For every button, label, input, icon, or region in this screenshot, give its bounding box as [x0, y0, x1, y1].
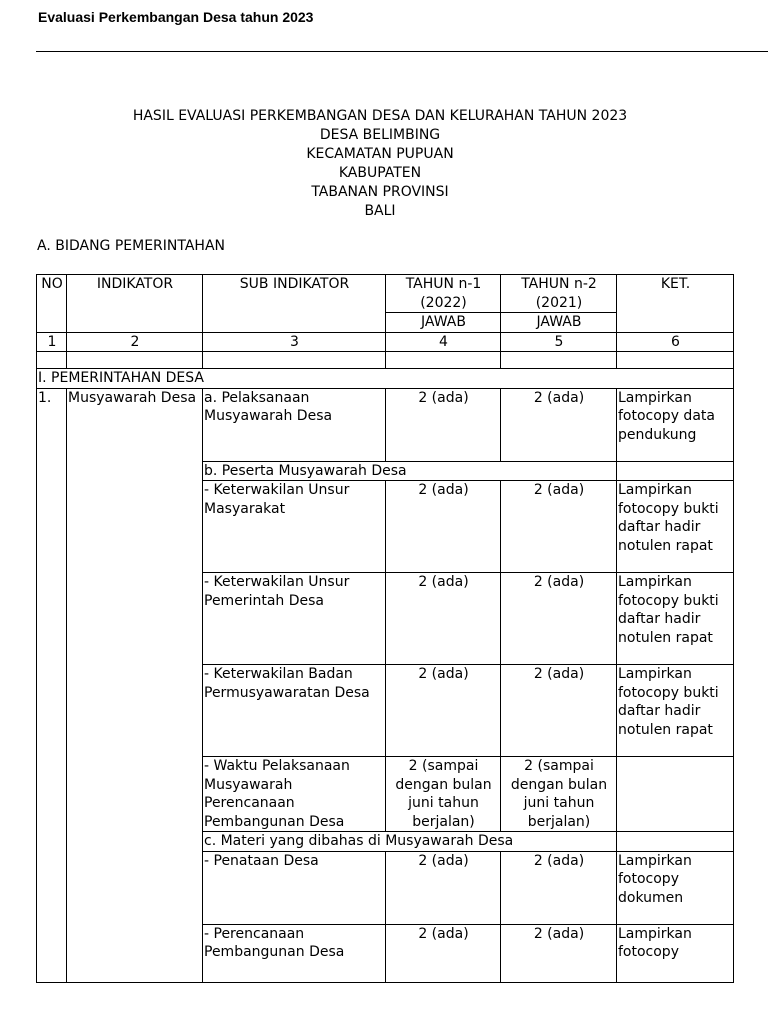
sub-indicator: - Keterwakilan Badan Permusyawaratan Desa — [203, 665, 386, 757]
title-line: DESA BELIMBING — [319, 127, 441, 143]
column-number: 6 — [617, 332, 734, 352]
group-label: I. PEMERINTAHAN DESA — [37, 369, 734, 389]
ket-note: Lampirkan fotocopy bukti daftar hadir notulen rapat — [617, 665, 734, 757]
sub-indicator: - Perencanaan Pembangunan Desa — [203, 924, 386, 982]
header-tahun-n2: TAHUN n-2 (2021) — [501, 275, 617, 313]
title-line: KECAMATAN PUPUAN — [306, 146, 454, 162]
table-row — [37, 388, 734, 461]
evaluation-table — [36, 274, 734, 983]
column-number-row — [37, 332, 734, 352]
sub-indicator: - Keterwakilan Unsur Masyarakat — [203, 481, 386, 573]
column-number: 2 — [67, 332, 203, 352]
column-number: 3 — [203, 332, 386, 352]
header-ket: KET. — [617, 275, 734, 333]
title-line: TABANAN PROVINSI — [311, 184, 449, 200]
page-header: Evaluasi Perkembangan Desa tahun 2023 — [38, 9, 314, 25]
header-sub-indikator: SUB INDIKATOR — [203, 275, 386, 333]
group-row — [37, 369, 734, 389]
indicator-label: Musyawarah Desa — [67, 388, 203, 982]
ket-note: Lampirkan fotocopy data pendukung — [617, 388, 734, 461]
ket-note — [617, 757, 734, 832]
answer-n1: 2 (ada) — [386, 481, 501, 573]
subheading-c: c. Materi yang dibahas di Musyawarah Desa — [203, 832, 617, 852]
answer-n1: 2 (ada) — [386, 924, 501, 982]
title-line: BALI — [364, 203, 396, 219]
header-indikator: INDIKATOR — [67, 275, 203, 333]
header-jawab-n2: JAWAB — [501, 313, 617, 333]
section-heading: A. BIDANG PEMERINTAHAN — [37, 238, 226, 254]
answer-n1: 2 (ada) — [386, 665, 501, 757]
header-rule — [36, 51, 768, 52]
answer-n1: 2 (ada) — [386, 573, 501, 665]
indicator-no: 1. — [37, 388, 67, 982]
header-jawab-n1: JAWAB — [386, 313, 501, 333]
sub-indicator: - Penataan Desa — [203, 851, 386, 924]
answer-n2: 2 (ada) — [501, 665, 617, 757]
header-no: NO — [37, 275, 67, 333]
ket-note: Lampirkan fotocopy — [617, 924, 734, 982]
title-line: KABUPATEN — [338, 165, 422, 181]
ket-note: Lampirkan fotocopy dokumen — [617, 851, 734, 924]
answer-n2: 2 (ada) — [501, 481, 617, 573]
answer-n2: 2 (sampai dengan bulan juni tahun berjalan) — [501, 757, 617, 832]
title-line: HASIL EVALUASI PERKEMBANGAN DESA DAN KELURAHAN TAHUN 2023 — [132, 108, 628, 124]
answer-n1: 2 (ada) — [386, 851, 501, 924]
column-number: 4 — [386, 332, 501, 352]
spacer-row — [37, 352, 734, 369]
sub-indicator: a. Pelaksanaan Musyawarah Desa — [203, 388, 386, 461]
subheading-b: b. Peserta Musyawarah Desa — [203, 461, 617, 481]
column-number: 5 — [501, 332, 617, 352]
answer-n2: 2 (ada) — [501, 573, 617, 665]
answer-n1: 2 (sampai dengan bulan juni tahun berjalan) — [386, 757, 501, 832]
ket-note: Lampirkan fotocopy bukti daftar hadir notulen rapat — [617, 573, 734, 665]
answer-n1: 2 (ada) — [386, 388, 501, 461]
header-tahun-n1: TAHUN n-1 (2022) — [386, 275, 501, 313]
ket-note: Lampirkan fotocopy bukti daftar hadir notulen rapat — [617, 481, 734, 573]
column-number: 1 — [37, 332, 67, 352]
sub-indicator: - Keterwakilan Unsur Pemerintah Desa — [203, 573, 386, 665]
document-title — [0, 107, 760, 221]
answer-n2: 2 (ada) — [501, 851, 617, 924]
sub-indicator: - Waktu Pelaksanaan Musyawarah Perencanaan Pembangunan Desa — [203, 757, 386, 832]
table-header-row — [37, 275, 734, 313]
answer-n2: 2 (ada) — [501, 924, 617, 982]
answer-n2: 2 (ada) — [501, 388, 617, 461]
